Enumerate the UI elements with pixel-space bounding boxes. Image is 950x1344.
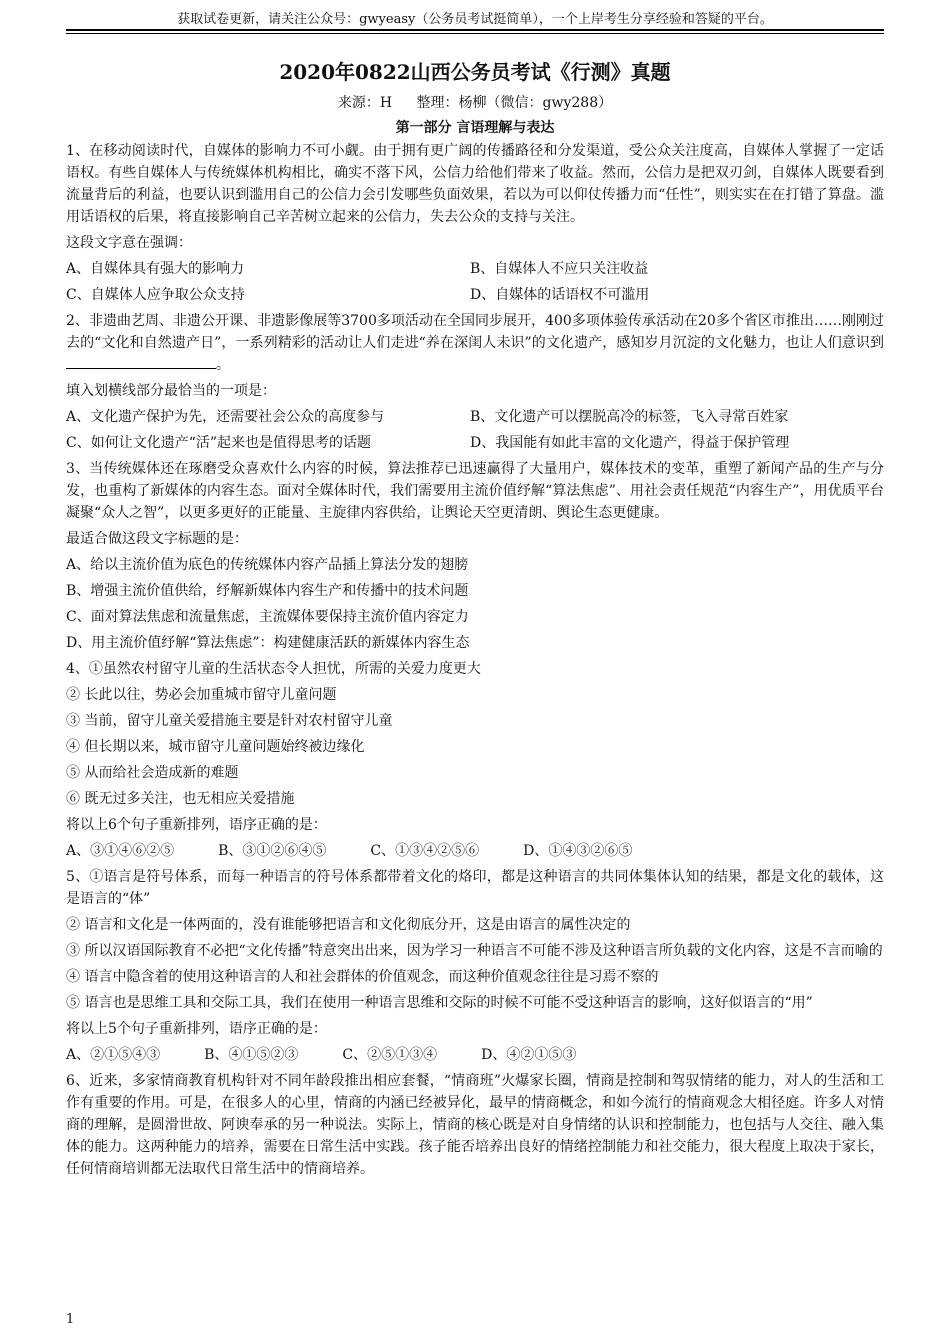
q1-option-c: C、自媒体人应争取公众支持 bbox=[66, 287, 245, 303]
q4-sentence-1: 4、①虽然农村留守儿童的生活状态令人担忧，所需的关爱力度更大 bbox=[66, 661, 481, 677]
q1-option-a: A、自媒体具有强大的影响力 bbox=[66, 261, 245, 277]
q3-option-c: C、面对算法焦虑和流量焦虑，主流媒体要保持主流价值内容定力 bbox=[66, 609, 469, 625]
header-rule-thick bbox=[66, 29, 884, 31]
q2-option-d: D、我国能有如此丰富的文化遗产，得益于保护管理 bbox=[470, 435, 790, 451]
q4-sentence-5: ⑤ 从而给社会造成新的难题 bbox=[66, 765, 239, 781]
q2-options-row1 bbox=[66, 406, 884, 428]
q1-option-b: B、自媒体人不应只关注收益 bbox=[470, 261, 649, 277]
q5-option-d: D、④②①⑤③ bbox=[481, 1047, 577, 1063]
q2-option-b: B、文化遗产可以摆脱高冷的标签，飞入寻常百姓家 bbox=[470, 409, 789, 425]
q4-sentence-2: ② 长此以往，势必会加重城市留守儿童问题 bbox=[66, 687, 337, 703]
q3-option-b: B、增强主流价值供给，纾解新媒体内容生产和传播中的技术问题 bbox=[66, 583, 469, 599]
q1-prompt: 这段文字意在强调： bbox=[66, 235, 192, 251]
q2-prompt: 填入划横线部分最恰当的一项是： bbox=[66, 383, 276, 399]
q3-prompt: 最适合做这段文字标题的是： bbox=[66, 531, 248, 547]
q5-option-c: C、②⑤①③④ bbox=[342, 1047, 438, 1063]
q3-stem: 3、当传统媒体还在琢磨受众喜欢什么内容的时候，算法推荐已迅速赢得了大量用户，媒体技术的变革，重塑了新闻产品的生产与分发，也重构了新媒体的内容生态。面对全媒体时代，我们需要用主流价值纾解“算法焦虑”、用社会责任规范“内容生产”，用优质平台凝聚“众人之智”，以更多更好的正能量、主旋律内容供给，让舆论天空更清朗、舆论生态更健康。 bbox=[66, 461, 884, 521]
q5-options bbox=[66, 1044, 884, 1066]
section-heading: 第一部分 言语理解与表达 bbox=[395, 120, 555, 136]
q3-option-d: D、用主流价值纾解“算法焦虑”：构建健康活跃的新媒体内容生态 bbox=[66, 635, 470, 651]
q1-option-d: D、自媒体的话语权不可滥用 bbox=[470, 287, 650, 303]
q4-options bbox=[66, 840, 884, 862]
document-body bbox=[66, 140, 884, 1184]
header-rule-thin bbox=[66, 33, 884, 34]
q1-options-row1 bbox=[66, 258, 884, 280]
q5-option-b: B、④①⑤②③ bbox=[204, 1047, 299, 1063]
q4-option-d: D、①④③②⑥⑤ bbox=[523, 843, 633, 859]
q4-option-c: C、①③④②⑤⑥ bbox=[370, 843, 480, 859]
q4-sentence-3: ③ 当前，留守儿童关爱措施主要是针对农村留守儿童 bbox=[66, 713, 393, 729]
q5-sentence-4: ④ 语言中隐含着的使用这种语言的人和社会群体的价值观念，而这种价值观念往往是习焉不察的 bbox=[66, 969, 659, 985]
q6-stem: 6、近来，多家情商教育机构针对不同年龄段推出相应套餐，“情商班”火爆家长圈，情商是控制和驾驭情绪的能力，对人的生活和工作有重要的作用。可是，在很多人的心里，情商的内涵已经被异化，最早的情商概念，和如今流行的情商观念大相径庭。许多人对情商的理解，是圆滑世故、阿谀奉承的另一种说法。实际上，情商的核心既是对自身情绪的认识和控制能力，也包括与人交往、融入集体的能力。这两种能力的培养，需要在日常生活中实践。孩子能否培养出良好的情绪控制能力和社交能力，很大程度上取决于家长，任何情商培训都无法取代日常生活中的情商培养。 bbox=[66, 1073, 884, 1177]
q5-option-a: A、②①⑤④③ bbox=[66, 1047, 161, 1063]
q4-prompt: 将以上6个句子重新排列，语序正确的是： bbox=[66, 817, 327, 833]
q5-sentence-1: 5、①语言是符号体系，而每一种语言的符号体系都带着文化的烙印，都是这种语言的共同体集体认知的结果，都是文化的载体，这是语言的“体” bbox=[66, 869, 884, 907]
q2-option-a: A、文化遗产保护为先，还需要社会公众的高度参与 bbox=[66, 409, 385, 425]
q2-options-row2 bbox=[66, 432, 884, 454]
page-number: 1 bbox=[66, 1312, 75, 1327]
q4-option-b: B、③①②⑥④⑤ bbox=[218, 843, 327, 859]
q2-stem bbox=[66, 310, 884, 376]
q2-option-c: C、如何让文化遗产“活”起来也是值得思考的话题 bbox=[66, 435, 372, 451]
q1-stem: 1、在移动阅读时代，自媒体的影响力不可小觑。由于拥有更广阔的传播路径和分发渠道，受公众关注度高，自媒体人掌握了一定话语权。有些自媒体人与传统媒体机构相比，确实不落下风，公信力给他们带来了收益。然而，公信力是把双刃剑，自媒体人既要看到流量背后的利益，也要认识到滥用自己的公信力会引发哪些负面效果，若以为可以仰仗传播力而“任性”，则实实在在打错了算盘。滥用话语权的后果，将直接影响自己辛苦树立起来的公信力，失去公众的支持与关注。 bbox=[66, 143, 884, 225]
q2-stem-end: 。 bbox=[216, 357, 230, 373]
editor-label: 整理：杨柳（微信：gwy288） bbox=[416, 95, 613, 111]
document-title: 2020年0822山西公务员考试《行测》真题 bbox=[279, 60, 671, 84]
q2-stem-text: 2、非遗曲艺周、非遗公开课、非遗影像展等3700多项活动在全国同步展开，400多项体验传承活动在20多个省区市推出……刚刚过去的“文化和自然遗产日”，一系列精彩的活动让人们走进“养在深闺人未识”的文化遗产，感知岁月沉淀的文化魅力，也让人们意识到 bbox=[66, 313, 884, 351]
q5-sentence-2: ② 语言和文化是一体两面的，没有谁能够把语言和文化彻底分开，这是由语言的属性决定的 bbox=[66, 917, 631, 933]
q5-sentence-5: ⑤ 语言也是思维工具和交际工具，我们在使用一种语言思维和交际的时候不可能不受这种语言的影响，这好似语言的“用” bbox=[66, 995, 813, 1011]
q4-sentence-6: ⑥ 既无过多关注，也无相应关爱措施 bbox=[66, 791, 295, 807]
q5-prompt: 将以上5个句子重新排列，语序正确的是： bbox=[66, 1021, 327, 1037]
q5-sentence-3: ③ 所以汉语国际教育不必把“文化传播”特意突出出来，因为学习一种语言不可能不涉及这种语言所负载的文化内容，这是不言而喻的 bbox=[66, 943, 883, 959]
q1-options-row2 bbox=[66, 284, 884, 306]
source-label: 来源：H bbox=[337, 95, 393, 111]
fill-blank bbox=[66, 354, 216, 369]
header-note: 获取试卷更新，请关注公众号：gwyeasy（公务员考试挺简单），一个上岸考生分享经验和答疑的平台。 bbox=[177, 12, 773, 27]
q4-option-a: A、③①④⑥②⑤ bbox=[66, 843, 175, 859]
document-meta bbox=[0, 92, 950, 112]
q3-option-a: A、给以主流价值为底色的传统媒体内容产品插上算法分发的翅膀 bbox=[66, 557, 469, 573]
q4-sentence-4: ④ 但长期以来，城市留守儿童问题始终被边缘化 bbox=[66, 739, 365, 755]
